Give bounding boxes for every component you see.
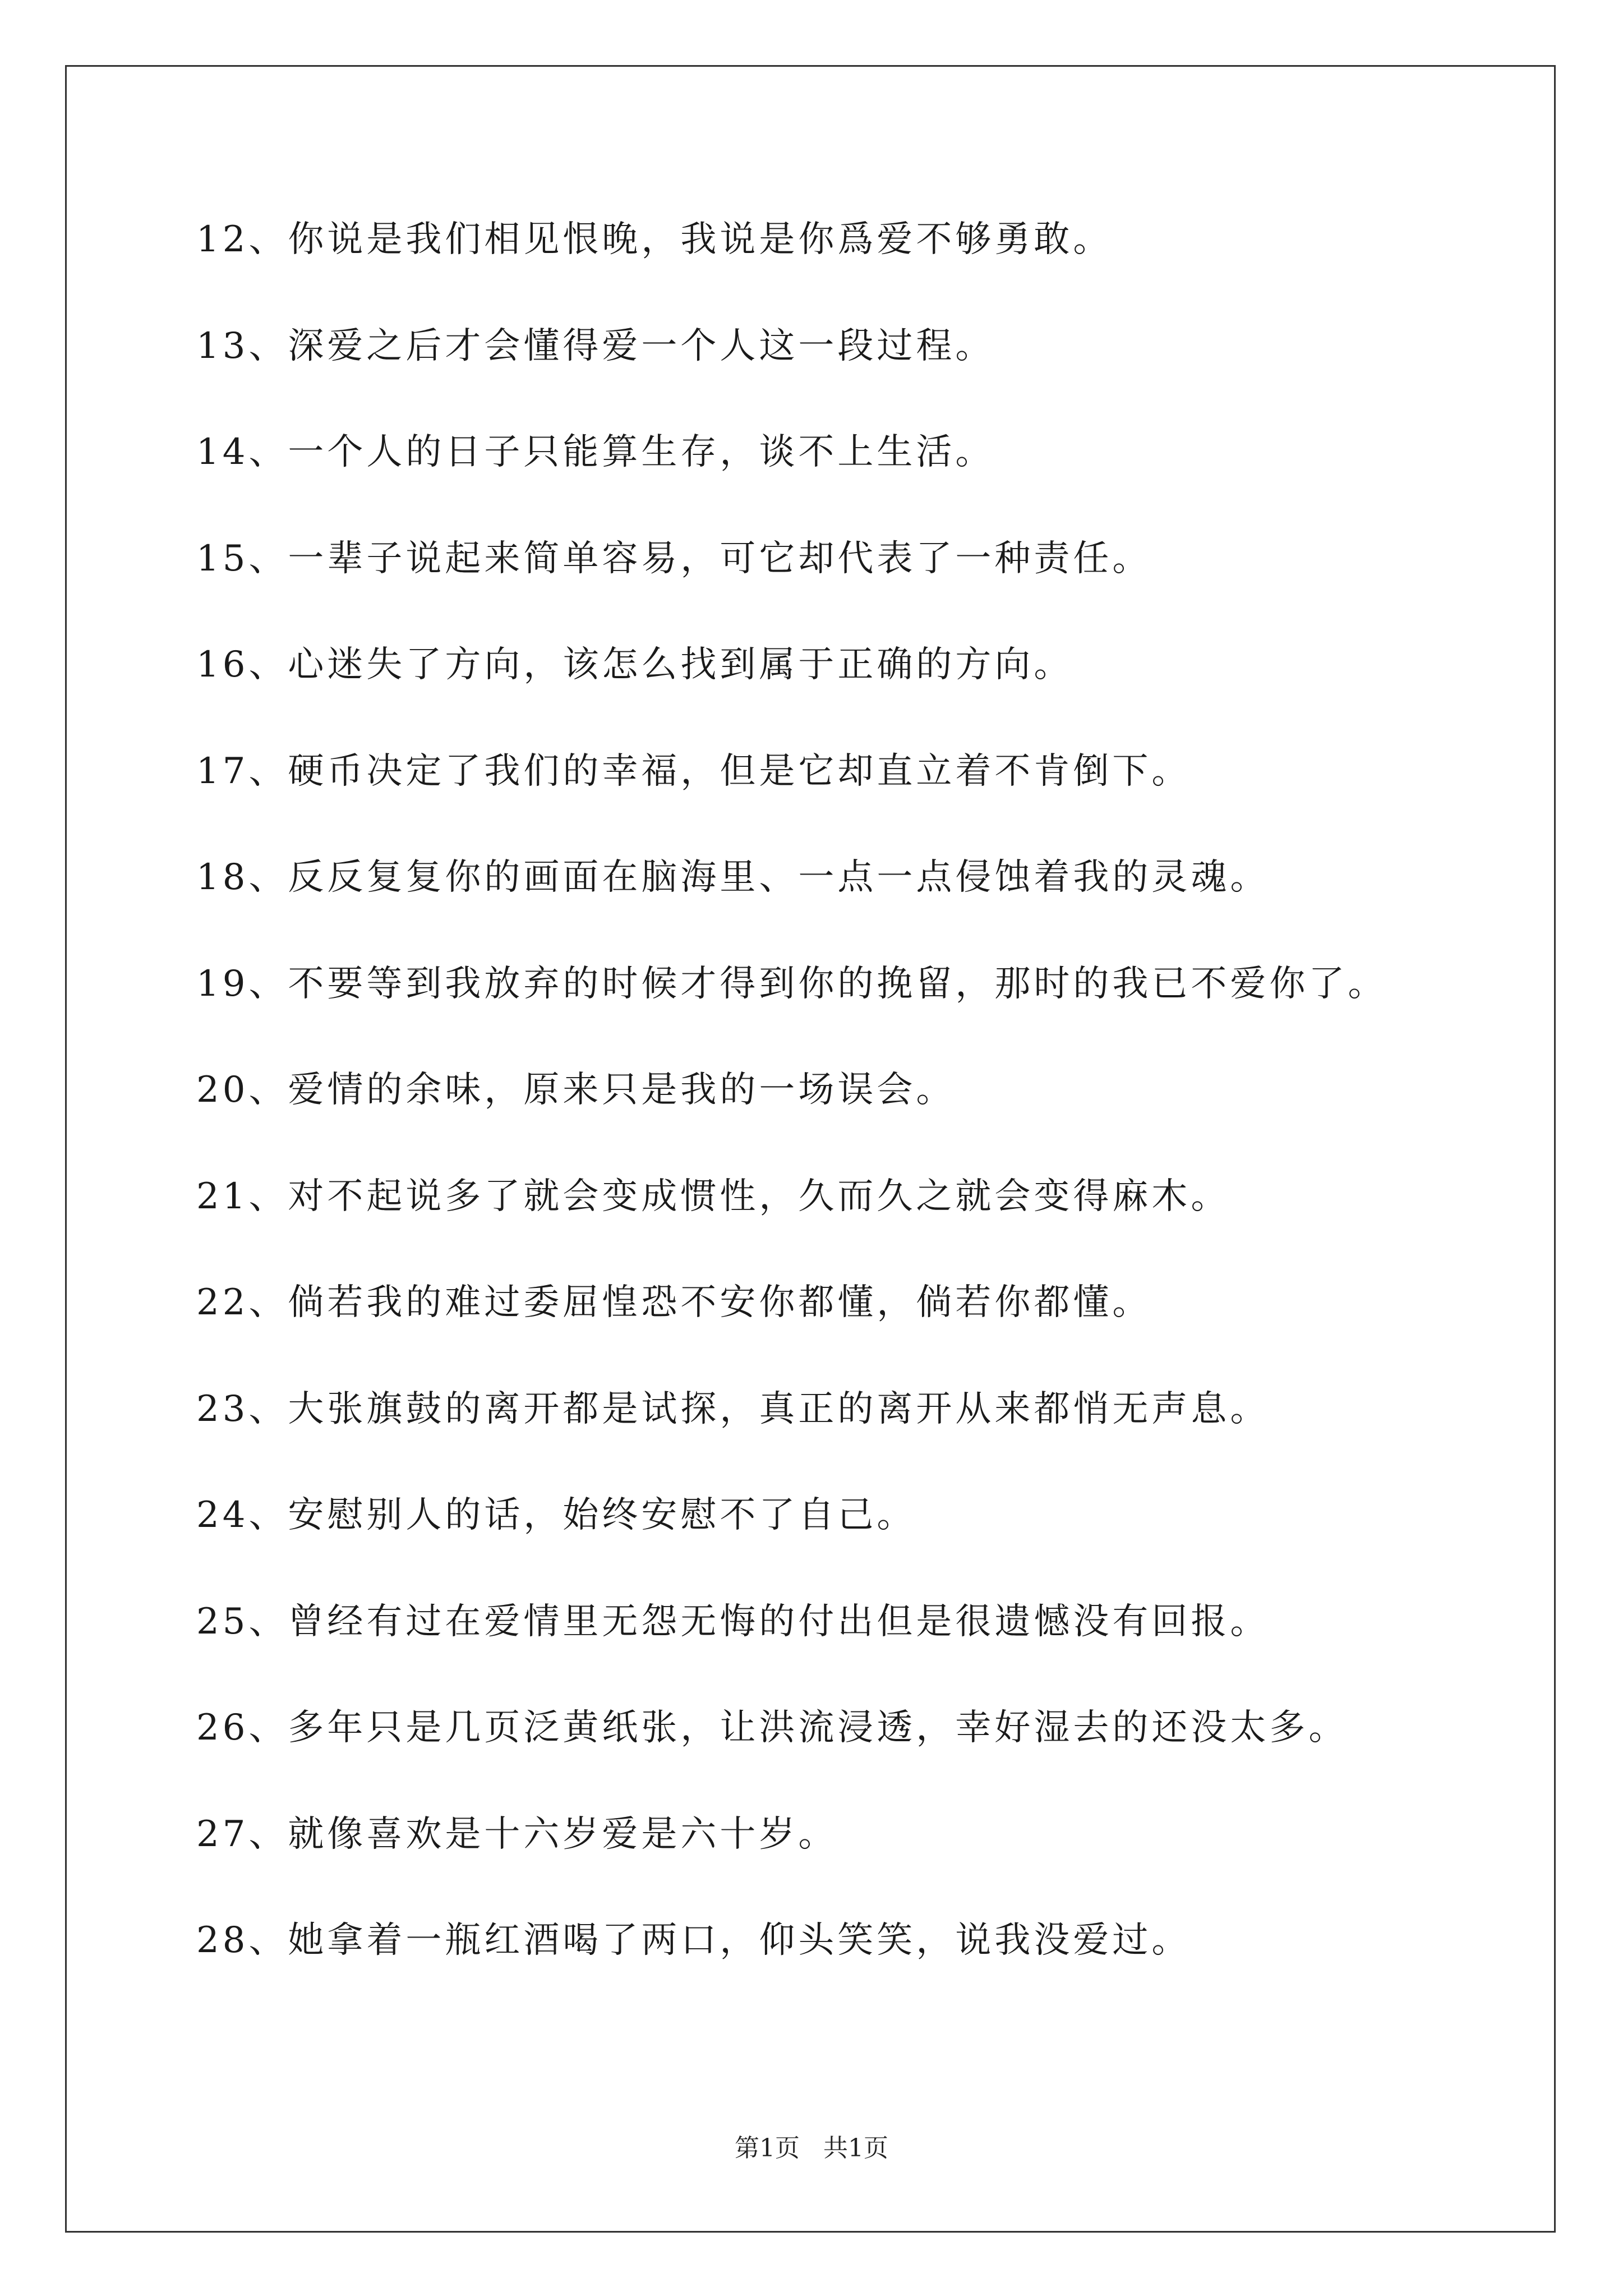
quote-line: 18、反反复复你的画面在脑海里、一点一点侵蚀着我的灵魂。: [196, 857, 1270, 898]
quote-list: [196, 219, 1531, 2029]
quote-line: 16、心迷失了方向，该怎么找到属于正确的方向。: [196, 644, 1073, 685]
page-footer: 第1页 共1页: [735, 2134, 888, 2162]
quote-line: 25、曾经有过在爱情里无怨无悔的付出但是很遗憾没有回报。: [196, 1600, 1270, 1642]
quote-line: 20、爱情的余味，原来只是我的一场误会。: [196, 1069, 956, 1111]
quote-line: 12、你说是我们相见恨晚，我说是你爲爱不够勇敢。: [196, 219, 1113, 260]
quote-line: 24、安慰别人的话，始终安慰不了自己。: [196, 1494, 916, 1536]
quote-line: 21、对不起说多了就会变成惯性，久而久之就会变得麻木。: [196, 1175, 1230, 1217]
quote-line: 15、一辈子说起来简单容易，可它却代表了一种责任。: [196, 537, 1152, 579]
quote-line: 22、倘若我的难过委屈惶恐不安你都懂，倘若你都懂。: [196, 1282, 1152, 1323]
quote-line: 23、大张旗鼓的离开都是试探，真正的离开从来都悄无声息。: [196, 1388, 1270, 1430]
quote-line: 13、深爱之后才会懂得爱一个人这一段过程。: [196, 325, 995, 367]
quote-line: 19、不要等到我放弃的时候才得到你的挽留，那时的我已不爱你了。: [196, 963, 1387, 1005]
quote-line: 14、一个人的日子只能算生存，谈不上生活。: [196, 431, 995, 473]
quote-line: 28、她拿着一瓶红酒喝了两口，仰头笑笑，说我没爱过。: [196, 1920, 1191, 1961]
quote-line: 17、硬币决定了我们的幸福，但是它却直立着不肯倒下。: [196, 750, 1191, 792]
quote-line: 26、多年只是几页泛黄纸张，让洪流浸透，幸好湿去的还没太多。: [196, 1707, 1348, 1749]
quote-line: 27、就像喜欢是十六岁爱是六十岁。: [196, 1813, 838, 1855]
